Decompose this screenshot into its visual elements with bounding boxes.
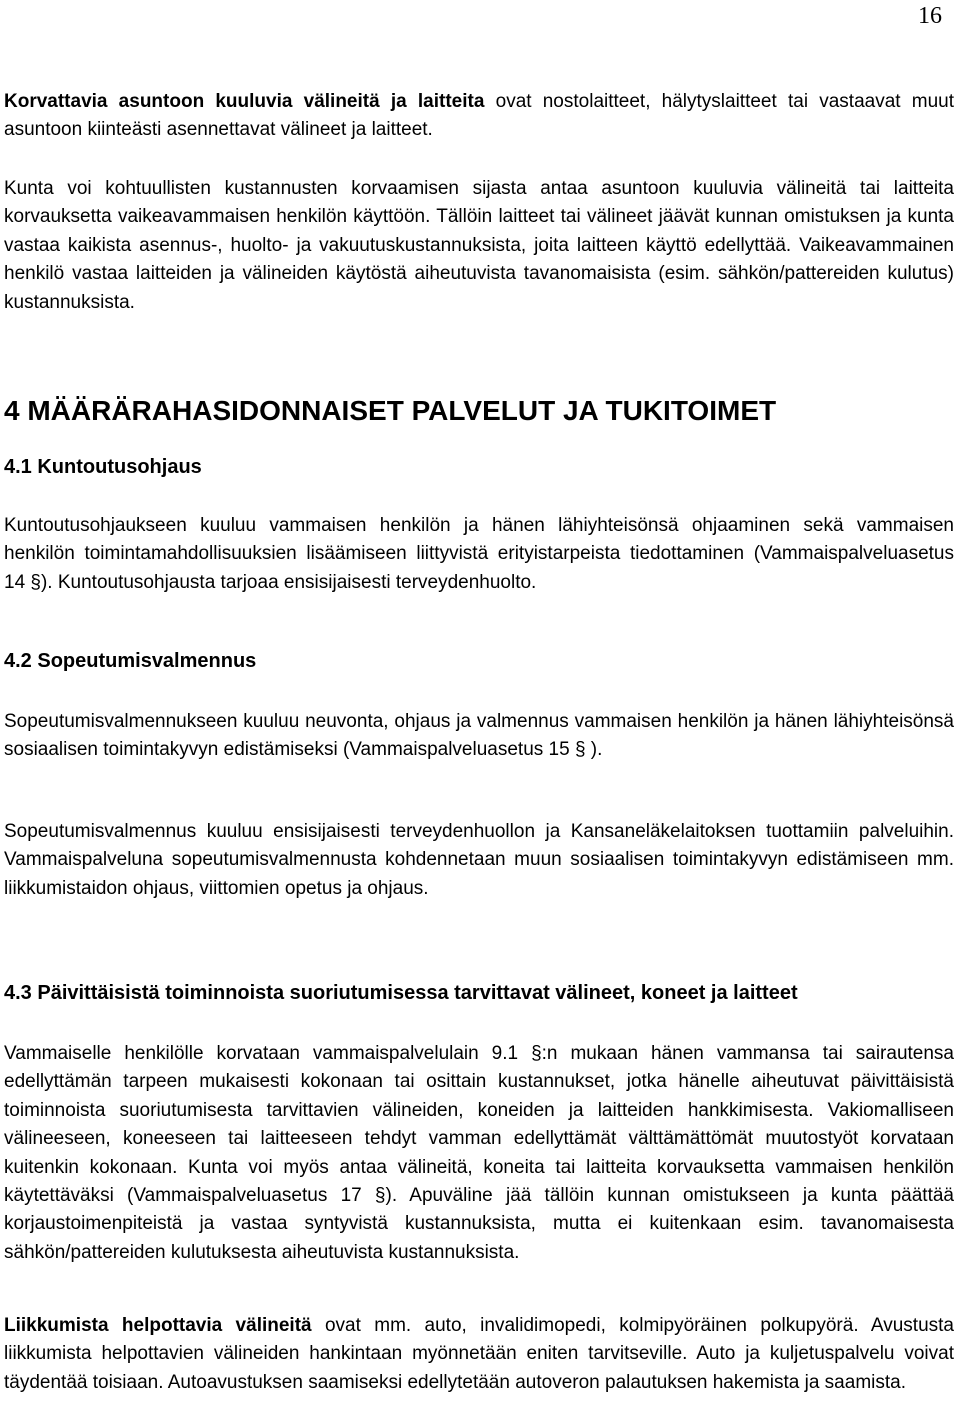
section-heading-4: 4 MÄÄRÄRAHASIDONNAISET PALVELUT JA TUKITOIMET: [4, 395, 777, 426]
paragraph-daily-devices: Vammaiselle henkilölle korvataan vammaispalvelulain 9.1 §:n mukaan hänen vammansa tai sairautensa edellyttämän tarpeen mukaisesti kokonaan tai osittain kustannukset, jotka hänelle aiheutuvat päivittäisistä toiminnoista suoriutumisesta tarvittavien välineiden, koneiden ja laitteiden hankkimisesta. Vakiomalliseen välineeseen, koneeseen tai laitteeseen tehdyt vamman edellyttämät välttämättömät muutostyöt korvataan kuitenkin kokonaan. Kunta voi myös antaa välineitä, koneita tai laitteita korvauksetta vammaisen henkilön käytettäväksi (Vammaispalveluasetus 17 §). Apuväline jää tällöin kunnan omistukseen ja kunta päättää korjaustoimenpiteistä ja vastaa syntyvistä kustannuksista, mutta ei kuitenkaan esim. tavanomaisesta sähkön/pattereiden kulutuksesta aiheutuvista kustannuksista.: [4, 1043, 954, 1263]
paragraph-adaptation-services: Sopeutumisvalmennus kuuluu ensisijaisesti terveydenhuollon ja Kansaneläkelaitoksen tuottamiin palveluihin. Vammaispalveluna sopeutumisvalmennusta kohdennetaan muun sosiaalisen toimintakyvyn edistämiseen mm. liikkumistaidon ohjaus, viittomien opetus ja ohjaus.: [4, 821, 954, 899]
paragraph-rehabilitation-guidance: Kuntoutusohjaukseen kuuluu vammaisen henkilön ja hänen lähiyhteisönsä ohjaaminen sekä vammaisen henkilön toimintamahdollisuuksien lisäämiseen liittyvistä erityistarpeista tiedottaminen (Vammaispalveluasetus 14 §). Kuntoutusohjausta tarjoaa ensisijaisesti terveydenhuolto.: [4, 515, 954, 593]
paragraph-body: ovat mm. auto, invalidimopedi, kolmipyöräinen polkupyörä. Avustusta liikkumista helpottavien välineiden hankintaan myönnetään eniten tarvitseville. Auto ja kuljetuspalvelu voivat täydentää toisiaan. Autoavustuksen saamiseksi edellytetään autoveron palautuksen hakemista ja saamista.: [4, 1315, 954, 1393]
paragraph-free-devices: Kunta voi kohtuullisten kustannusten korvaamisen sijasta antaa asuntoon kuuluvia välineitä tai laitteita korvauksetta vaikeavammaisen henkilön käyttöön. Tällöin laitteet tai välineet jäävät kunnan omistuksen ja kunta vastaa kaikista asennus-, huolto- ja vakuutuskustannuksista, joita laitteen käyttö edellyttää. Vaikeavammainen henkilö vastaa laitteiden ja välineiden käytöstä aiheutuvista tavanomaisista (esim. sähkön/pattereiden kulutus) kustannuksista.: [4, 178, 954, 313]
paragraph-mobility-devices: [4, 1312, 954, 1397]
subsection-heading-4-3: 4.3 Päivittäisistä toiminnoista suoriutumisessa tarvittavat välineet, koneet ja laitteet: [4, 982, 798, 1004]
subsection-heading-4-1: 4.1 Kuntoutusohjaus: [4, 456, 202, 478]
paragraph-lead-bold: Liikkumista helpottavia välineitä: [4, 1315, 312, 1336]
page-number: 16: [918, 3, 942, 29]
subsection-heading-4-2: 4.2 Sopeutumisvalmennus: [4, 650, 257, 672]
paragraph-lead-bold: Korvattavia asuntoon kuuluvia välineitä ja laitteita: [4, 91, 485, 112]
paragraph-body: ovat nostolaitteet, hälytyslaitteet tai vastaavat muut asuntoon kiinteästi asennettavat välineet ja laitteet.: [4, 91, 954, 141]
paragraph-replaceable-fixtures: [4, 88, 954, 145]
paragraph-adaptation-training: Sopeutumisvalmennukseen kuuluu neuvonta, ohjaus ja valmennus vammaisen henkilön ja hänen lähiyhteisönsä sosiaalisen toimintakyvyn edistämiseksi (Vammaispalveluasetus 15 § ).: [4, 711, 954, 761]
